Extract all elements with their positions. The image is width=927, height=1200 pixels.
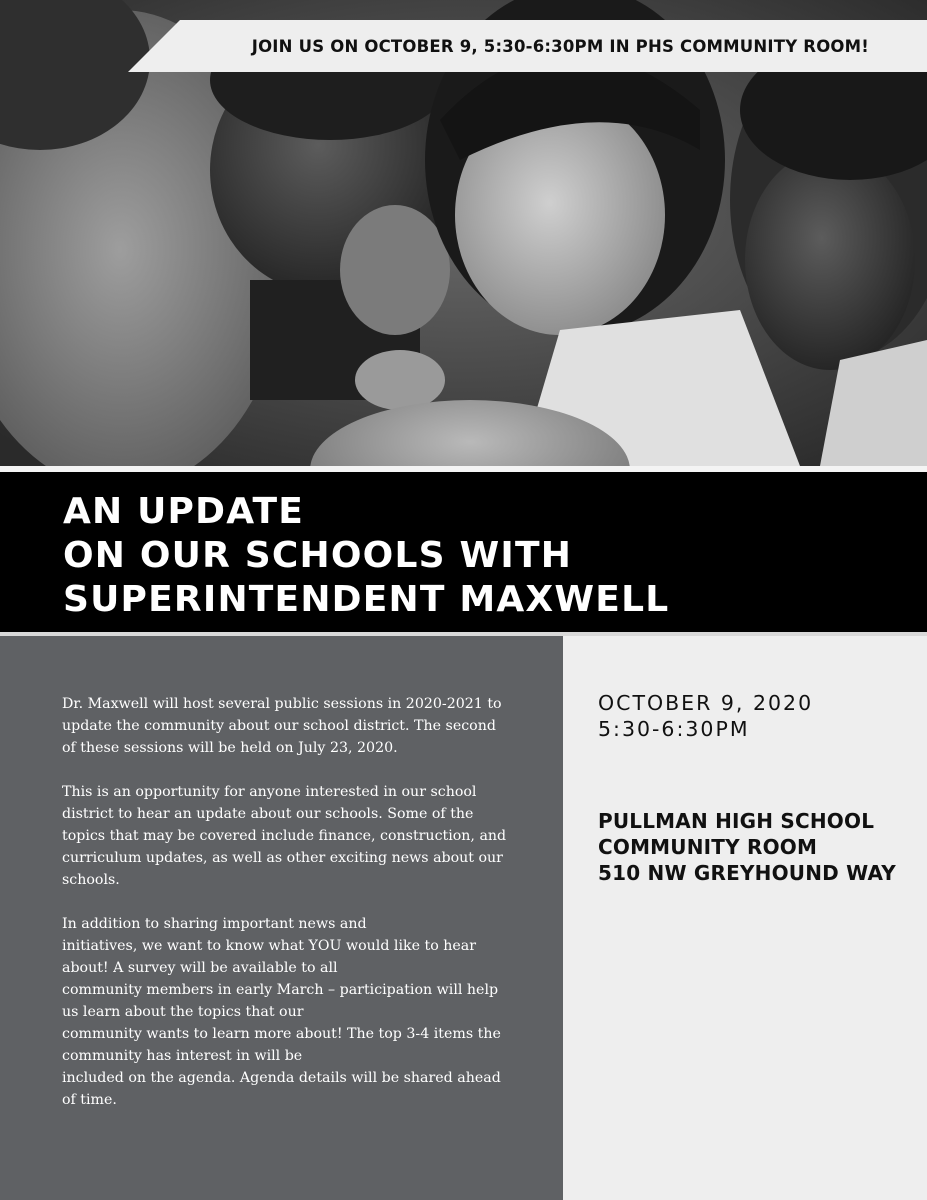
event-datetime: [598, 690, 813, 742]
title-band: [0, 472, 927, 632]
text-line: about! A survey will be available to all: [62, 960, 338, 976]
description-panel: [0, 636, 563, 1200]
text-line: of time.: [62, 1092, 117, 1108]
text-line: us learn about the topics that our: [62, 1004, 304, 1020]
text-line: In addition to sharing important news and: [62, 916, 367, 932]
text-line: community members in early March – participation will help: [62, 982, 499, 998]
title-line: SUPERINTENDENT MAXWELL: [63, 579, 670, 620]
text-line: community wants to learn more about! The top 3-4 items the: [62, 1026, 501, 1042]
paragraph: [62, 693, 528, 759]
venue-line: 510 NW GREYHOUND WAY: [598, 861, 896, 885]
text-line: update the community about our school district. The second: [62, 718, 496, 734]
text-line: community has interest in will be: [62, 1048, 303, 1064]
event-banner: [0, 20, 927, 72]
event-time: 5:30-6:30PM: [598, 717, 750, 741]
banner-text: JOIN US ON OCTOBER 9, 5:30-6:30PM IN PHS COMMUNITY ROOM!: [251, 36, 869, 56]
text-line: schools.: [62, 872, 120, 888]
page-title: [63, 490, 669, 622]
paragraph: [62, 781, 528, 891]
paragraph: [62, 913, 528, 1111]
venue-line: PULLMAN HIGH SCHOOL: [598, 809, 875, 833]
description-text: [62, 693, 528, 1133]
title-line: AN UPDATE: [63, 491, 305, 532]
text-line: curriculum updates, as well as other exciting news about our: [62, 850, 503, 866]
event-details-panel: [563, 636, 927, 1200]
text-line: initiatives, we want to know what YOU would like to hear: [62, 938, 477, 954]
text-line: topics that may be covered include finance, construction, and: [62, 828, 507, 844]
text-line: included on the agenda. Agenda details will be shared ahead: [62, 1070, 501, 1086]
text-line: This is an opportunity for anyone interested in our school: [62, 784, 477, 800]
title-line: ON OUR SCHOOLS WITH: [63, 535, 573, 576]
venue-line: COMMUNITY ROOM: [598, 835, 818, 859]
text-line: district to hear an update about our schools. Some of the: [62, 806, 474, 822]
text-line: of these sessions will be held on July 23, 2020.: [62, 740, 398, 756]
event-date: OCTOBER 9, 2020: [598, 691, 814, 715]
text-line: Dr. Maxwell will host several public sessions in 2020-2021 to: [62, 696, 502, 712]
event-venue: [598, 808, 896, 886]
